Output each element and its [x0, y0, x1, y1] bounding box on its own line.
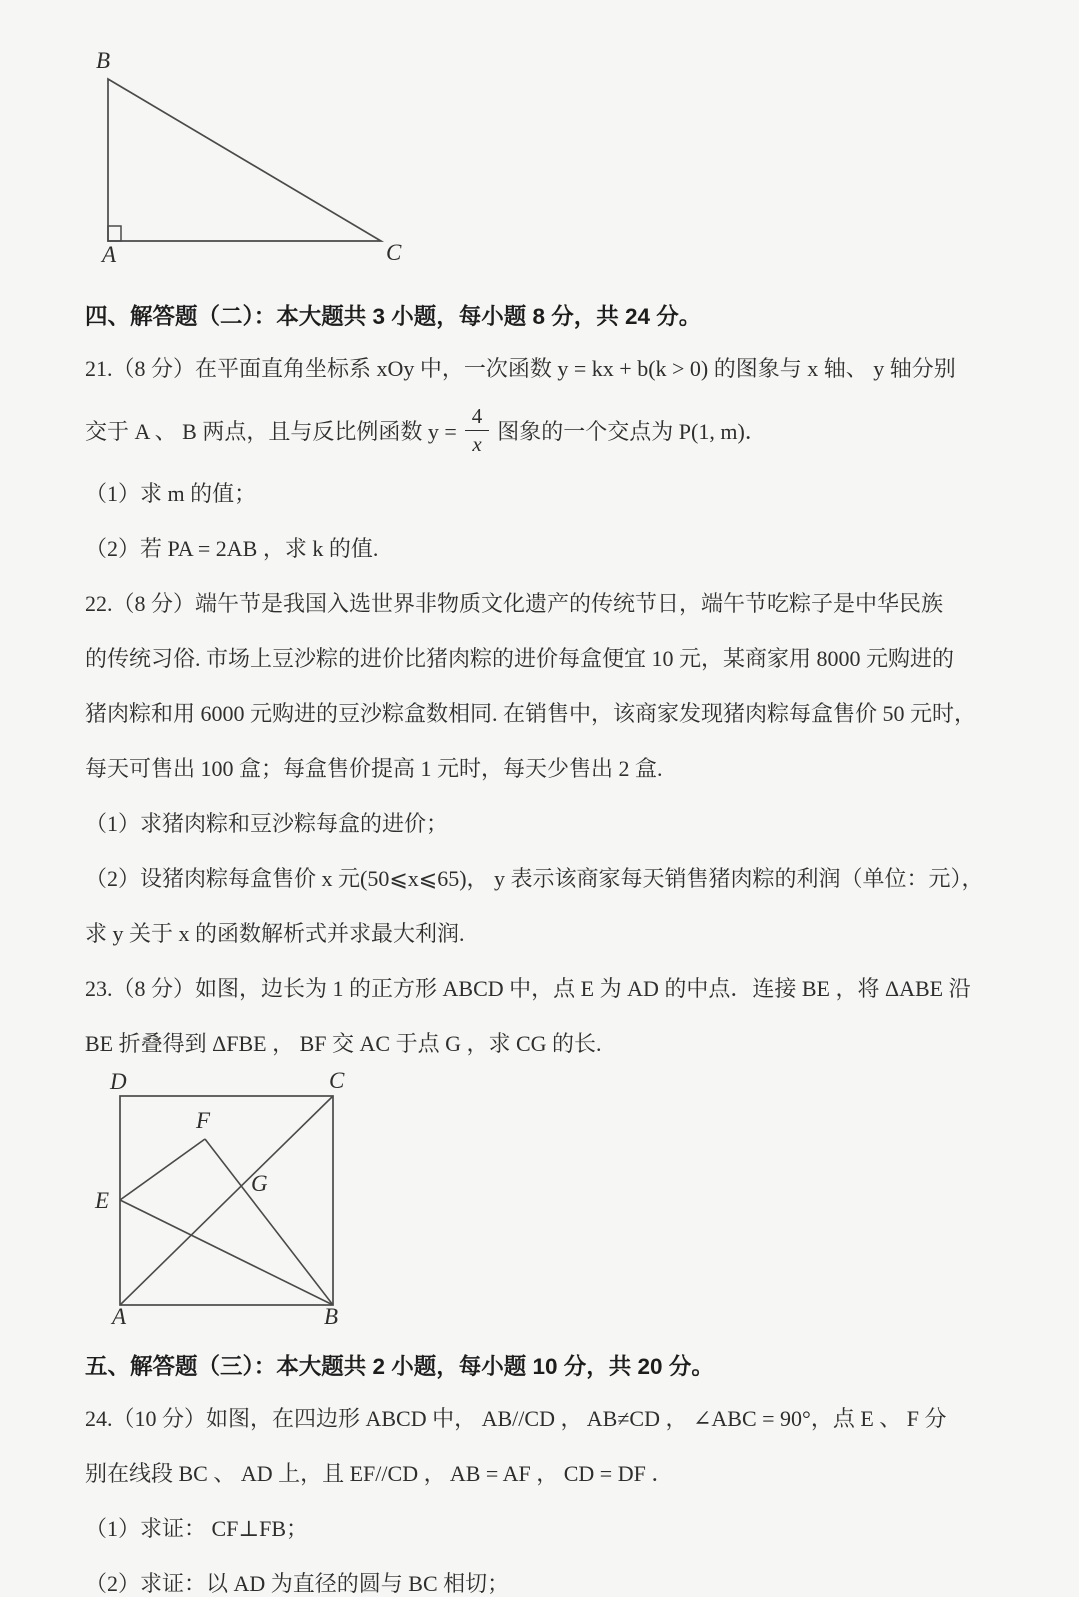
p22-question2-line1: （2）设猪肉粽每盒售价 x 元(50⩽x⩽65)， y 表示该商家每天销售猪肉粽的利润（单位：元）， — [85, 866, 984, 891]
diagonal-ac — [120, 1096, 333, 1305]
vertex-label-g: G — [251, 1171, 268, 1196]
p21-question2: （2）若 PA = 2AB ，求 k 的值. — [85, 536, 379, 561]
p24-line2: 别在线段 BC 、 AD 上，且 EF//CD ， AB = AF ， CD = DF ． — [85, 1461, 674, 1486]
p22-line3: 猪肉粽和用 6000 元购进的豆沙粽盒数相同. 在销售中，该商家发现猪肉粽每盒售价 50 元时， — [85, 701, 977, 726]
vertex-label-e: E — [95, 1188, 110, 1213]
p22-question1: （1）求猪肉粽和豆沙粽每盒的进价； — [85, 811, 449, 836]
p21-line2-pre: 交于 A 、 B 两点，且与反比例函数 y = — [85, 418, 457, 444]
p23-line1: 23.（8 分）如图，边长为 1 的正方形 ABCD 中，点 E 为 AD 的中点．连接 BE ，将 ΔABE 沿 — [85, 976, 971, 1001]
p24-question1: （1）求证： CF⊥FB； — [85, 1516, 309, 1541]
square-figure — [90, 1070, 380, 1326]
triangle-figure — [88, 38, 428, 266]
p22-question2-line2: 求 y 关于 x 的函数解析式并求最大利润. — [85, 921, 465, 946]
p22-line2: 的传统习俗. 市场上豆沙粽的进价比猪肉粽的进价每盒便宜 10 元，某商家用 8000 元购进的 — [85, 646, 955, 671]
p21-question1: （1）求 m 的值； — [85, 481, 257, 506]
vertex-label-c: C — [386, 240, 402, 265]
p23-line2: BE 折叠得到 ΔFBE ， BF 交 AC 于点 G ，求 CG 的长. — [85, 1031, 602, 1056]
p21-line2-post: 图象的一个交点为 P(1, m)． — [497, 418, 767, 444]
p22-line4: 每天可售出 100 盒；每盒售价提高 1 元时，每天少售出 2 盒. — [85, 756, 663, 781]
page-content — [0, 38, 1079, 1597]
vertex-label-b: B — [96, 48, 111, 73]
p21-line2 — [85, 395, 1024, 465]
triangle-outline — [108, 79, 381, 241]
section4-heading: 四、解答题（二）：本大题共 3 小题，每小题 8 分，共 24 分。 — [85, 304, 702, 329]
vertex-label-a: A — [112, 1304, 127, 1326]
vertex-label-c: C — [329, 1070, 345, 1093]
p24-question2: （2）求证：以 AD 为直径的圆与 BC 相切； — [85, 1571, 510, 1596]
right-angle-mark — [108, 226, 121, 241]
fraction-numerator: 4 — [465, 404, 490, 430]
fraction-4-over-x — [465, 404, 490, 455]
vertex-label-d: D — [110, 1070, 127, 1094]
p22-line1: 22.（8 分）端午节是我国入选世界非物质文化遗产的传统节日，端午节吃粽子是中华民族 — [85, 591, 944, 616]
p24-line1: 24.（10 分）如图，在四边形 ABCD 中， AB//CD ， AB≠CD ， ∠ABC = 90°，点 E 、 F 分 — [85, 1406, 947, 1431]
vertex-label-b: B — [324, 1304, 339, 1326]
section5-heading: 五、解答题（三）：本大题共 2 小题，每小题 10 分，共 20 分。 — [85, 1354, 714, 1379]
vertex-label-a: A — [102, 242, 117, 266]
segment-fb — [205, 1139, 333, 1305]
p21-line1: 21.（8 分）在平面直角坐标系 xOy 中，一次函数 y = kx + b(k > 0) 的图象与 x 轴、 y 轴分别 — [85, 356, 956, 381]
segment-ef — [120, 1139, 205, 1200]
vertex-label-f: F — [196, 1108, 211, 1133]
fraction-denominator: x — [472, 431, 482, 456]
segment-eb — [120, 1200, 333, 1305]
